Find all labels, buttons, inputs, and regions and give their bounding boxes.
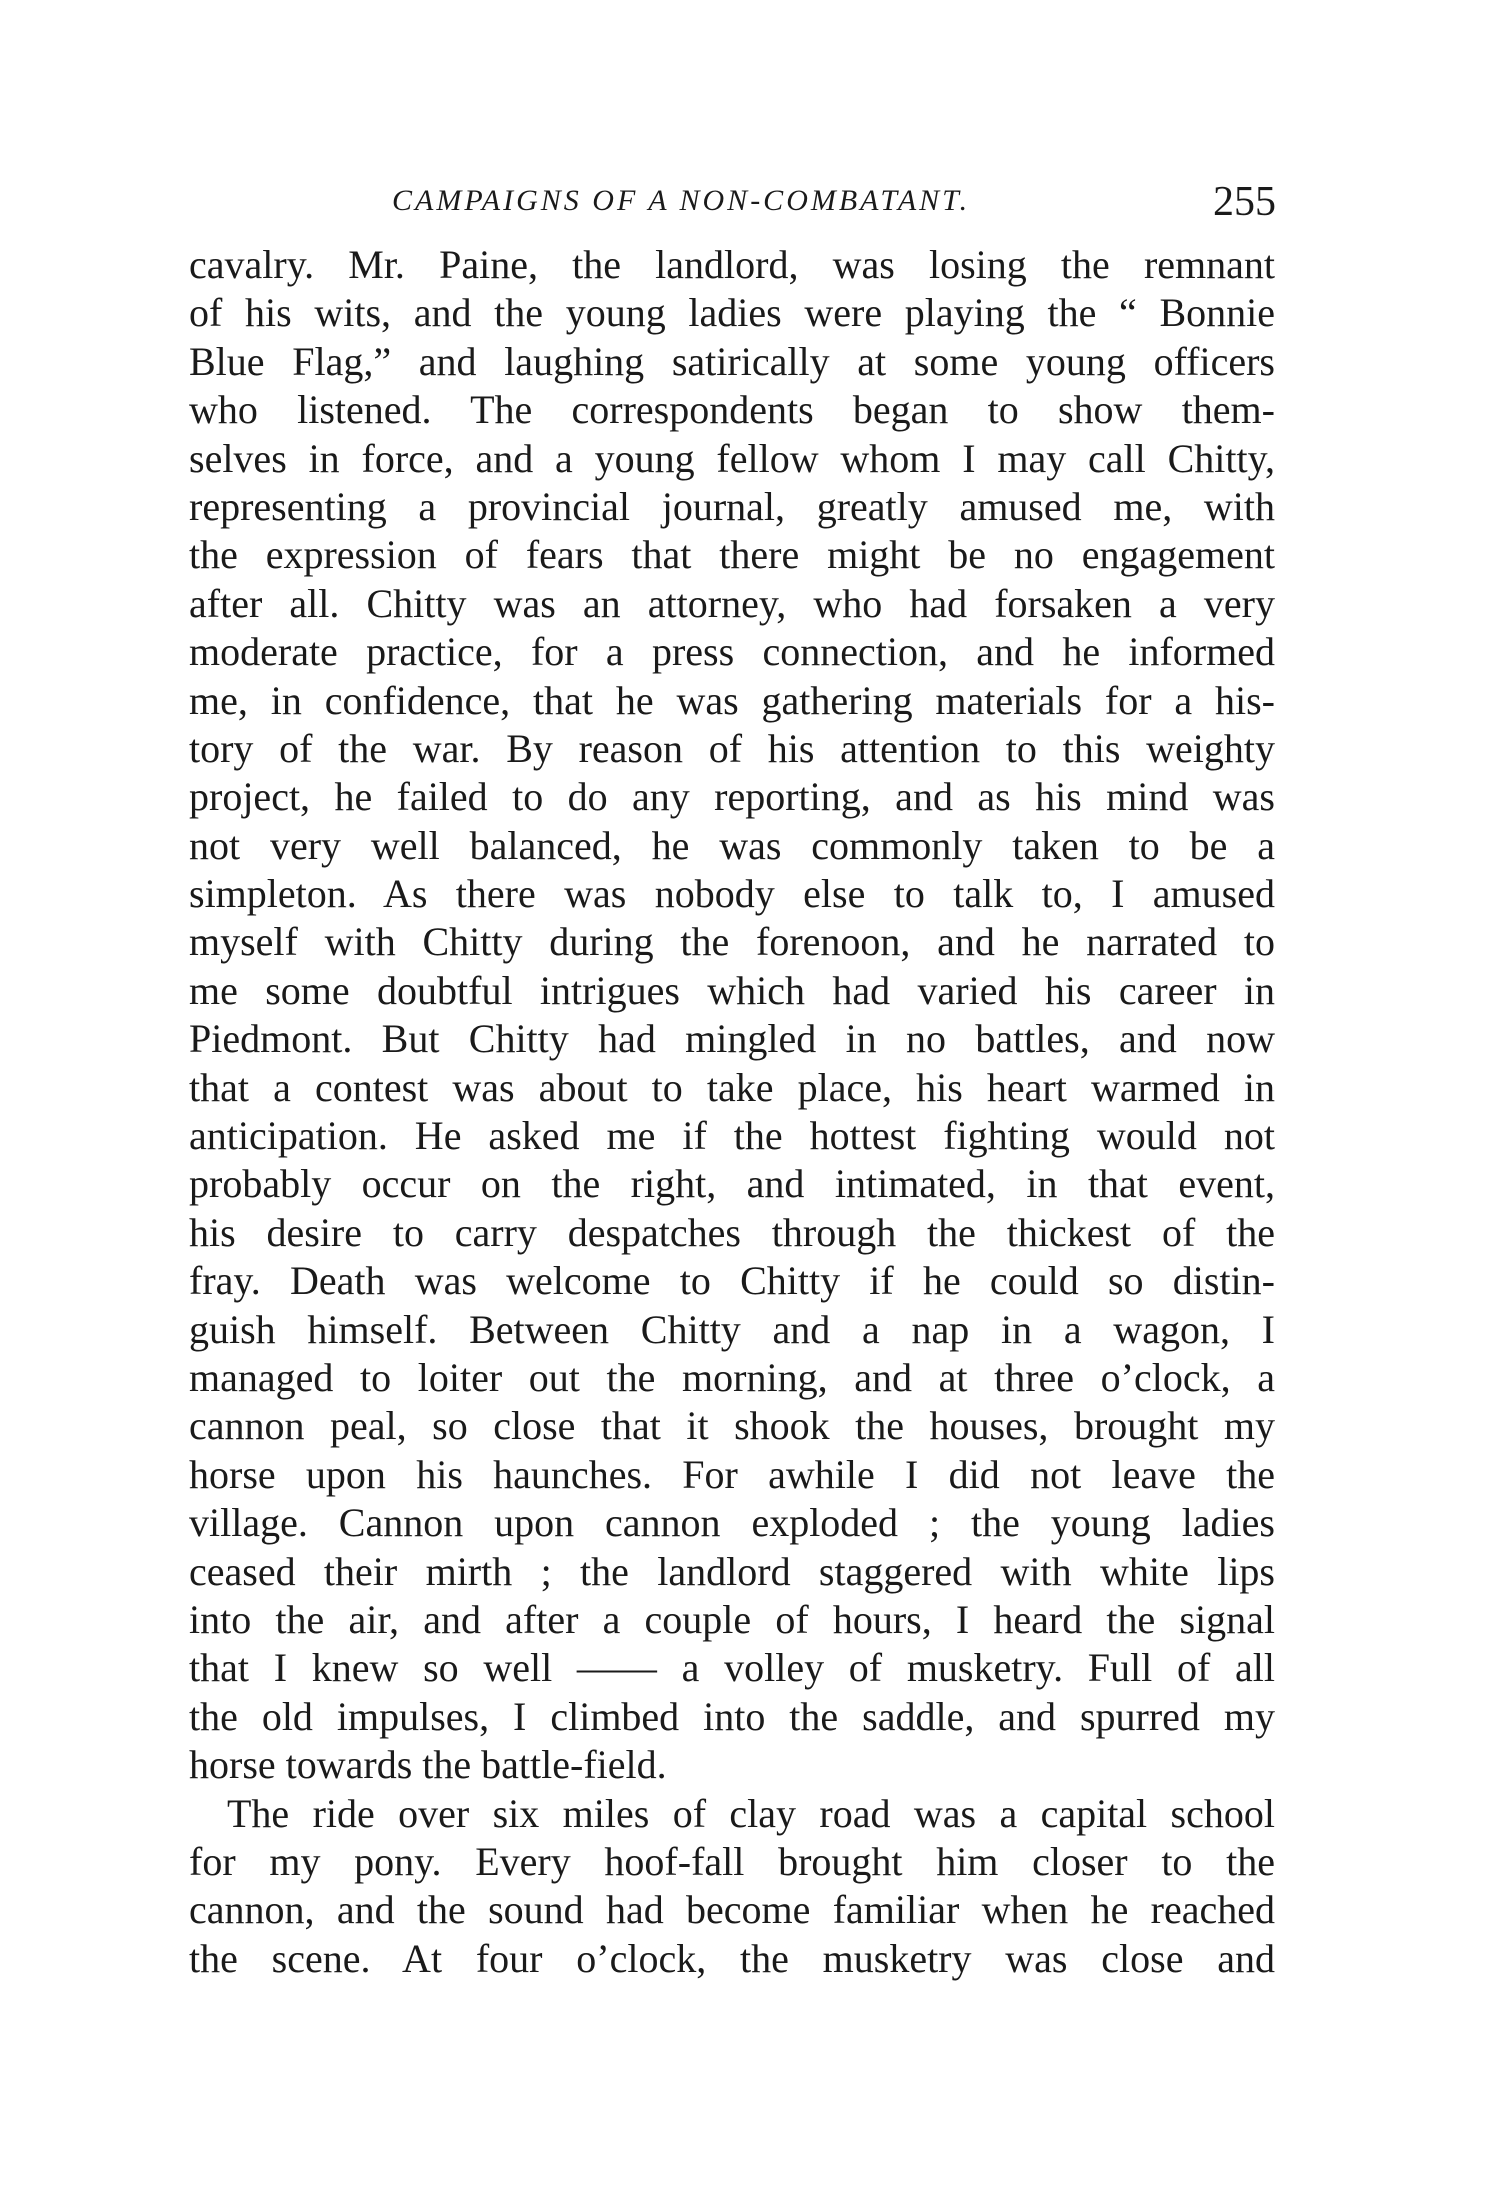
text-line: tory of the war. By reason of his attention to this weighty (189, 725, 1275, 771)
text-line: fray. Death was welcome to Chitty if he could so distin- (189, 1258, 1275, 1304)
body-text (189, 241, 1275, 1983)
text-line: Piedmont. But Chitty had mingled in no battles, and now (189, 1016, 1275, 1062)
text-line: moderate practice, for a press connection, and he informed (189, 629, 1275, 675)
text-line: that I knew so well —— a volley of musketry. Full of all (189, 1645, 1275, 1691)
text-line: cannon, and the sound had become familiar when he reached (189, 1887, 1275, 1933)
text-line: myself with Chitty during the forenoon, and he narrated to (189, 919, 1275, 965)
text-line: village. Cannon upon cannon exploded ; the young ladies (189, 1500, 1275, 1546)
text-line: cannon peal, so close that it shook the houses, brought my (189, 1403, 1275, 1449)
text-line: after all. Chitty was an attorney, who had forsaken a very (189, 580, 1275, 626)
text-line: The ride over six miles of clay road was a capital school (227, 1790, 1275, 1836)
running-header (392, 178, 1276, 228)
text-line: selves in force, and a young fellow whom I may call Chitty, (189, 435, 1275, 481)
text-line: guish himself. Between Chitty and a nap in a wagon, I (189, 1306, 1275, 1352)
text-line: not very well balanced, he was commonly taken to be a (189, 822, 1275, 868)
text-line: the expression of fears that there might be no engagement (189, 532, 1275, 578)
text-line: horse towards the battle-field. (189, 1742, 667, 1788)
text-line: the old impulses, I climbed into the saddle, and spurred my (189, 1693, 1275, 1739)
text-line: Blue Flag,” and laughing satirically at some young officers (189, 338, 1275, 384)
text-line: the scene. At four o’clock, the musketry was close and (189, 1935, 1275, 1981)
page-number: 255 (1213, 179, 1276, 225)
text-line: who listened. The correspondents began to show them- (189, 387, 1275, 433)
text-line: anticipation. He asked me if the hottest fighting would not (189, 1113, 1275, 1159)
paragraph (189, 241, 1275, 1790)
text-line: cavalry. Mr. Paine, the landlord, was losing the remnant (189, 242, 1275, 287)
text-line: managed to loiter out the morning, and at three o’clock, a (189, 1354, 1275, 1400)
text-line: representing a provincial journal, greatly amused me, with (189, 483, 1275, 529)
text-line: of his wits, and the young ladies were playing the “ Bonnie (189, 290, 1275, 336)
paragraph (189, 1790, 1275, 1984)
running-title: CAMPAIGNS OF A NON-COMBATANT. (392, 184, 971, 217)
text-line: probably occur on the right, and intimated, in that event, (189, 1161, 1275, 1207)
text-line: me, in confidence, that he was gathering materials for a his- (189, 677, 1275, 723)
text-line: me some doubtful intrigues which had varied his career in (189, 967, 1275, 1013)
text-line: simpleton. As there was nobody else to talk to, I amused (189, 871, 1275, 917)
text-line: that a contest was about to take place, his heart warmed in (189, 1064, 1275, 1110)
text-line: ceased their mirth ; the landlord staggered with white lips (189, 1548, 1275, 1594)
text-line: his desire to carry despatches through the thickest of the (189, 1209, 1275, 1255)
text-line: project, he failed to do any reporting, and as his mind was (189, 774, 1275, 820)
text-line: into the air, and after a couple of hours, I heard the signal (189, 1596, 1275, 1642)
text-line: horse upon his haunches. For awhile I did not leave the (189, 1451, 1275, 1497)
text-line: for my pony. Every hoof-fall brought him closer to the (189, 1838, 1275, 1884)
